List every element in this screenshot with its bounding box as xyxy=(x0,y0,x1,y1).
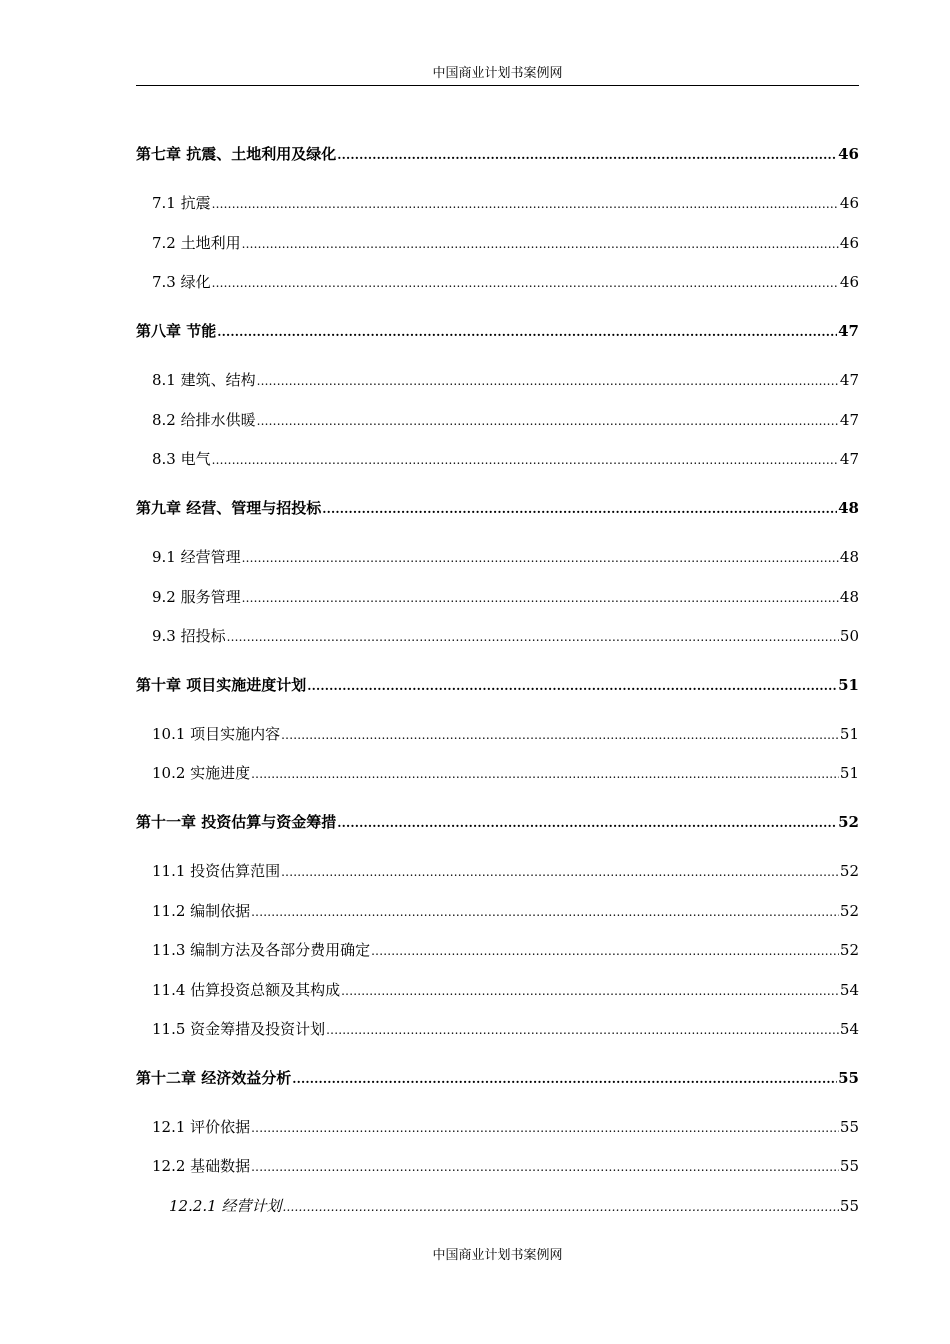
toc-entry-title: 7.2 土地利用 xyxy=(152,234,241,252)
dot-leader xyxy=(281,725,839,745)
toc-page-number: 47 xyxy=(839,450,859,468)
toc-section-7-1[interactable] xyxy=(152,193,859,214)
dot-leader xyxy=(322,499,837,519)
toc-entry-title: 11.3 编制方法及各部分费用确定 xyxy=(152,941,371,959)
dot-leader xyxy=(212,273,839,293)
toc-chapter-11[interactable] xyxy=(136,812,859,833)
page-header: 中国商业计划书案例网 xyxy=(432,66,563,81)
toc-page-number: 52 xyxy=(839,902,859,920)
toc-entry-title: 7.1 抗震 xyxy=(152,194,211,212)
toc-page-number: 55 xyxy=(839,1197,859,1215)
toc-section-11-2[interactable] xyxy=(152,901,859,922)
toc-page-number: 48 xyxy=(839,548,859,566)
toc-page-number: 47 xyxy=(839,371,859,389)
toc-entry-title: 8.3 电气 xyxy=(152,450,211,468)
toc-section-7-2[interactable] xyxy=(152,233,859,254)
toc-section-7-3[interactable] xyxy=(152,272,859,293)
toc-chapter-7[interactable] xyxy=(136,144,859,165)
dot-leader xyxy=(242,234,839,254)
toc-page-number: 51 xyxy=(839,725,859,743)
toc-section-12-2[interactable] xyxy=(152,1156,859,1177)
toc-page-number: 48 xyxy=(838,499,859,517)
toc-page-number: 48 xyxy=(839,588,859,606)
toc-section-11-5[interactable] xyxy=(152,1019,859,1040)
dot-leader xyxy=(251,1157,839,1177)
toc-entry-title: 第十二章 经济效益分析 xyxy=(136,1069,292,1087)
toc-entry-title: 11.4 估算投资总额及其构成 xyxy=(152,981,341,999)
dot-leader xyxy=(282,1197,838,1217)
dot-leader xyxy=(326,1020,839,1040)
toc-entry-title: 第八章 节能 xyxy=(136,322,217,340)
toc-section-11-4[interactable] xyxy=(152,980,859,1001)
toc-section-9-2[interactable] xyxy=(152,587,859,608)
toc-entry-title: 8.2 给排水供暖 xyxy=(152,411,256,429)
dot-leader xyxy=(242,548,839,568)
toc-page-number: 55 xyxy=(839,1157,859,1175)
dot-leader xyxy=(257,411,839,431)
dot-leader xyxy=(341,981,839,1001)
toc-entry-title: 12.1 评价依据 xyxy=(152,1118,251,1136)
toc-section-8-2[interactable] xyxy=(152,410,859,431)
toc-page-number: 51 xyxy=(838,676,859,694)
toc-entry-title: 第七章 抗震、土地利用及绿化 xyxy=(136,145,337,163)
toc-page-number: 47 xyxy=(839,411,859,429)
toc-section-12-1[interactable] xyxy=(152,1117,859,1138)
toc-entry-title: 11.1 投资估算范围 xyxy=(152,862,281,880)
dot-leader xyxy=(257,371,839,391)
dot-leader xyxy=(307,676,837,696)
toc-page-number: 55 xyxy=(839,1118,859,1136)
toc-section-8-1[interactable] xyxy=(152,370,859,391)
toc-section-10-1[interactable] xyxy=(152,724,859,745)
toc-page-number: 46 xyxy=(839,194,859,212)
page-footer: 中国商业计划书案例网 xyxy=(432,1248,563,1263)
toc-entry-title: 10.1 项目实施内容 xyxy=(152,725,281,743)
toc-page-number: 52 xyxy=(839,862,859,880)
toc-chapter-9[interactable] xyxy=(136,498,859,519)
toc-entry-title: 12.2 基础数据 xyxy=(152,1157,251,1175)
toc-page-number: 46 xyxy=(838,145,859,163)
toc-entry-title: 10.2 实施进度 xyxy=(152,764,251,782)
toc-entry-title: 12.2.1 经营计划 xyxy=(169,1197,282,1215)
toc-page-number: 52 xyxy=(839,941,859,959)
dot-leader xyxy=(251,902,839,922)
dot-leader xyxy=(227,627,839,647)
toc-page-number: 46 xyxy=(839,273,859,291)
toc-entry-title: 第十章 项目实施进度计划 xyxy=(136,676,307,694)
dot-leader xyxy=(251,1118,839,1138)
toc-page-number: 47 xyxy=(838,322,859,340)
toc-chapter-10[interactable] xyxy=(136,675,859,696)
toc-entry-title: 第十一章 投资估算与资金筹措 xyxy=(136,813,337,831)
toc-entry-title: 9.2 服务管理 xyxy=(152,588,241,606)
toc-section-9-3[interactable] xyxy=(152,626,859,647)
toc-page-number: 46 xyxy=(839,234,859,252)
toc-section-11-1[interactable] xyxy=(152,861,859,882)
toc-page-number: 54 xyxy=(839,1020,859,1038)
toc-chapter-8[interactable] xyxy=(136,321,859,342)
dot-leader xyxy=(251,764,839,784)
dot-leader xyxy=(371,941,839,961)
toc-entry-title: 11.5 资金筹措及投资计划 xyxy=(152,1020,326,1038)
toc-entry-title: 11.2 编制依据 xyxy=(152,902,251,920)
toc-subsection-12-2-1[interactable] xyxy=(169,1196,859,1217)
toc-entry-title: 9.1 经营管理 xyxy=(152,548,241,566)
toc-entry-title: 9.3 招投标 xyxy=(152,627,226,645)
dot-leader xyxy=(281,862,839,882)
toc-section-9-1[interactable] xyxy=(152,547,859,568)
dot-leader xyxy=(337,145,837,165)
toc-section-10-2[interactable] xyxy=(152,763,859,784)
dot-leader xyxy=(242,588,839,608)
toc-entry-title: 第九章 经营、管理与招投标 xyxy=(136,499,322,517)
toc-section-11-3[interactable] xyxy=(152,940,859,961)
toc-page-number: 52 xyxy=(838,813,859,831)
toc-entry-title: 8.1 建筑、结构 xyxy=(152,371,256,389)
toc-page-number: 54 xyxy=(839,981,859,999)
toc-section-8-3[interactable] xyxy=(152,449,859,470)
toc-entry-title: 7.3 绿化 xyxy=(152,273,211,291)
toc-page-number: 50 xyxy=(839,627,859,645)
dot-leader xyxy=(212,450,839,470)
toc-page-number: 55 xyxy=(838,1069,859,1087)
dot-leader xyxy=(217,322,837,342)
dot-leader xyxy=(337,813,837,833)
toc-page-number: 51 xyxy=(839,764,859,782)
toc-chapter-12[interactable] xyxy=(136,1068,859,1089)
dot-leader xyxy=(292,1069,837,1089)
dot-leader xyxy=(212,194,839,214)
